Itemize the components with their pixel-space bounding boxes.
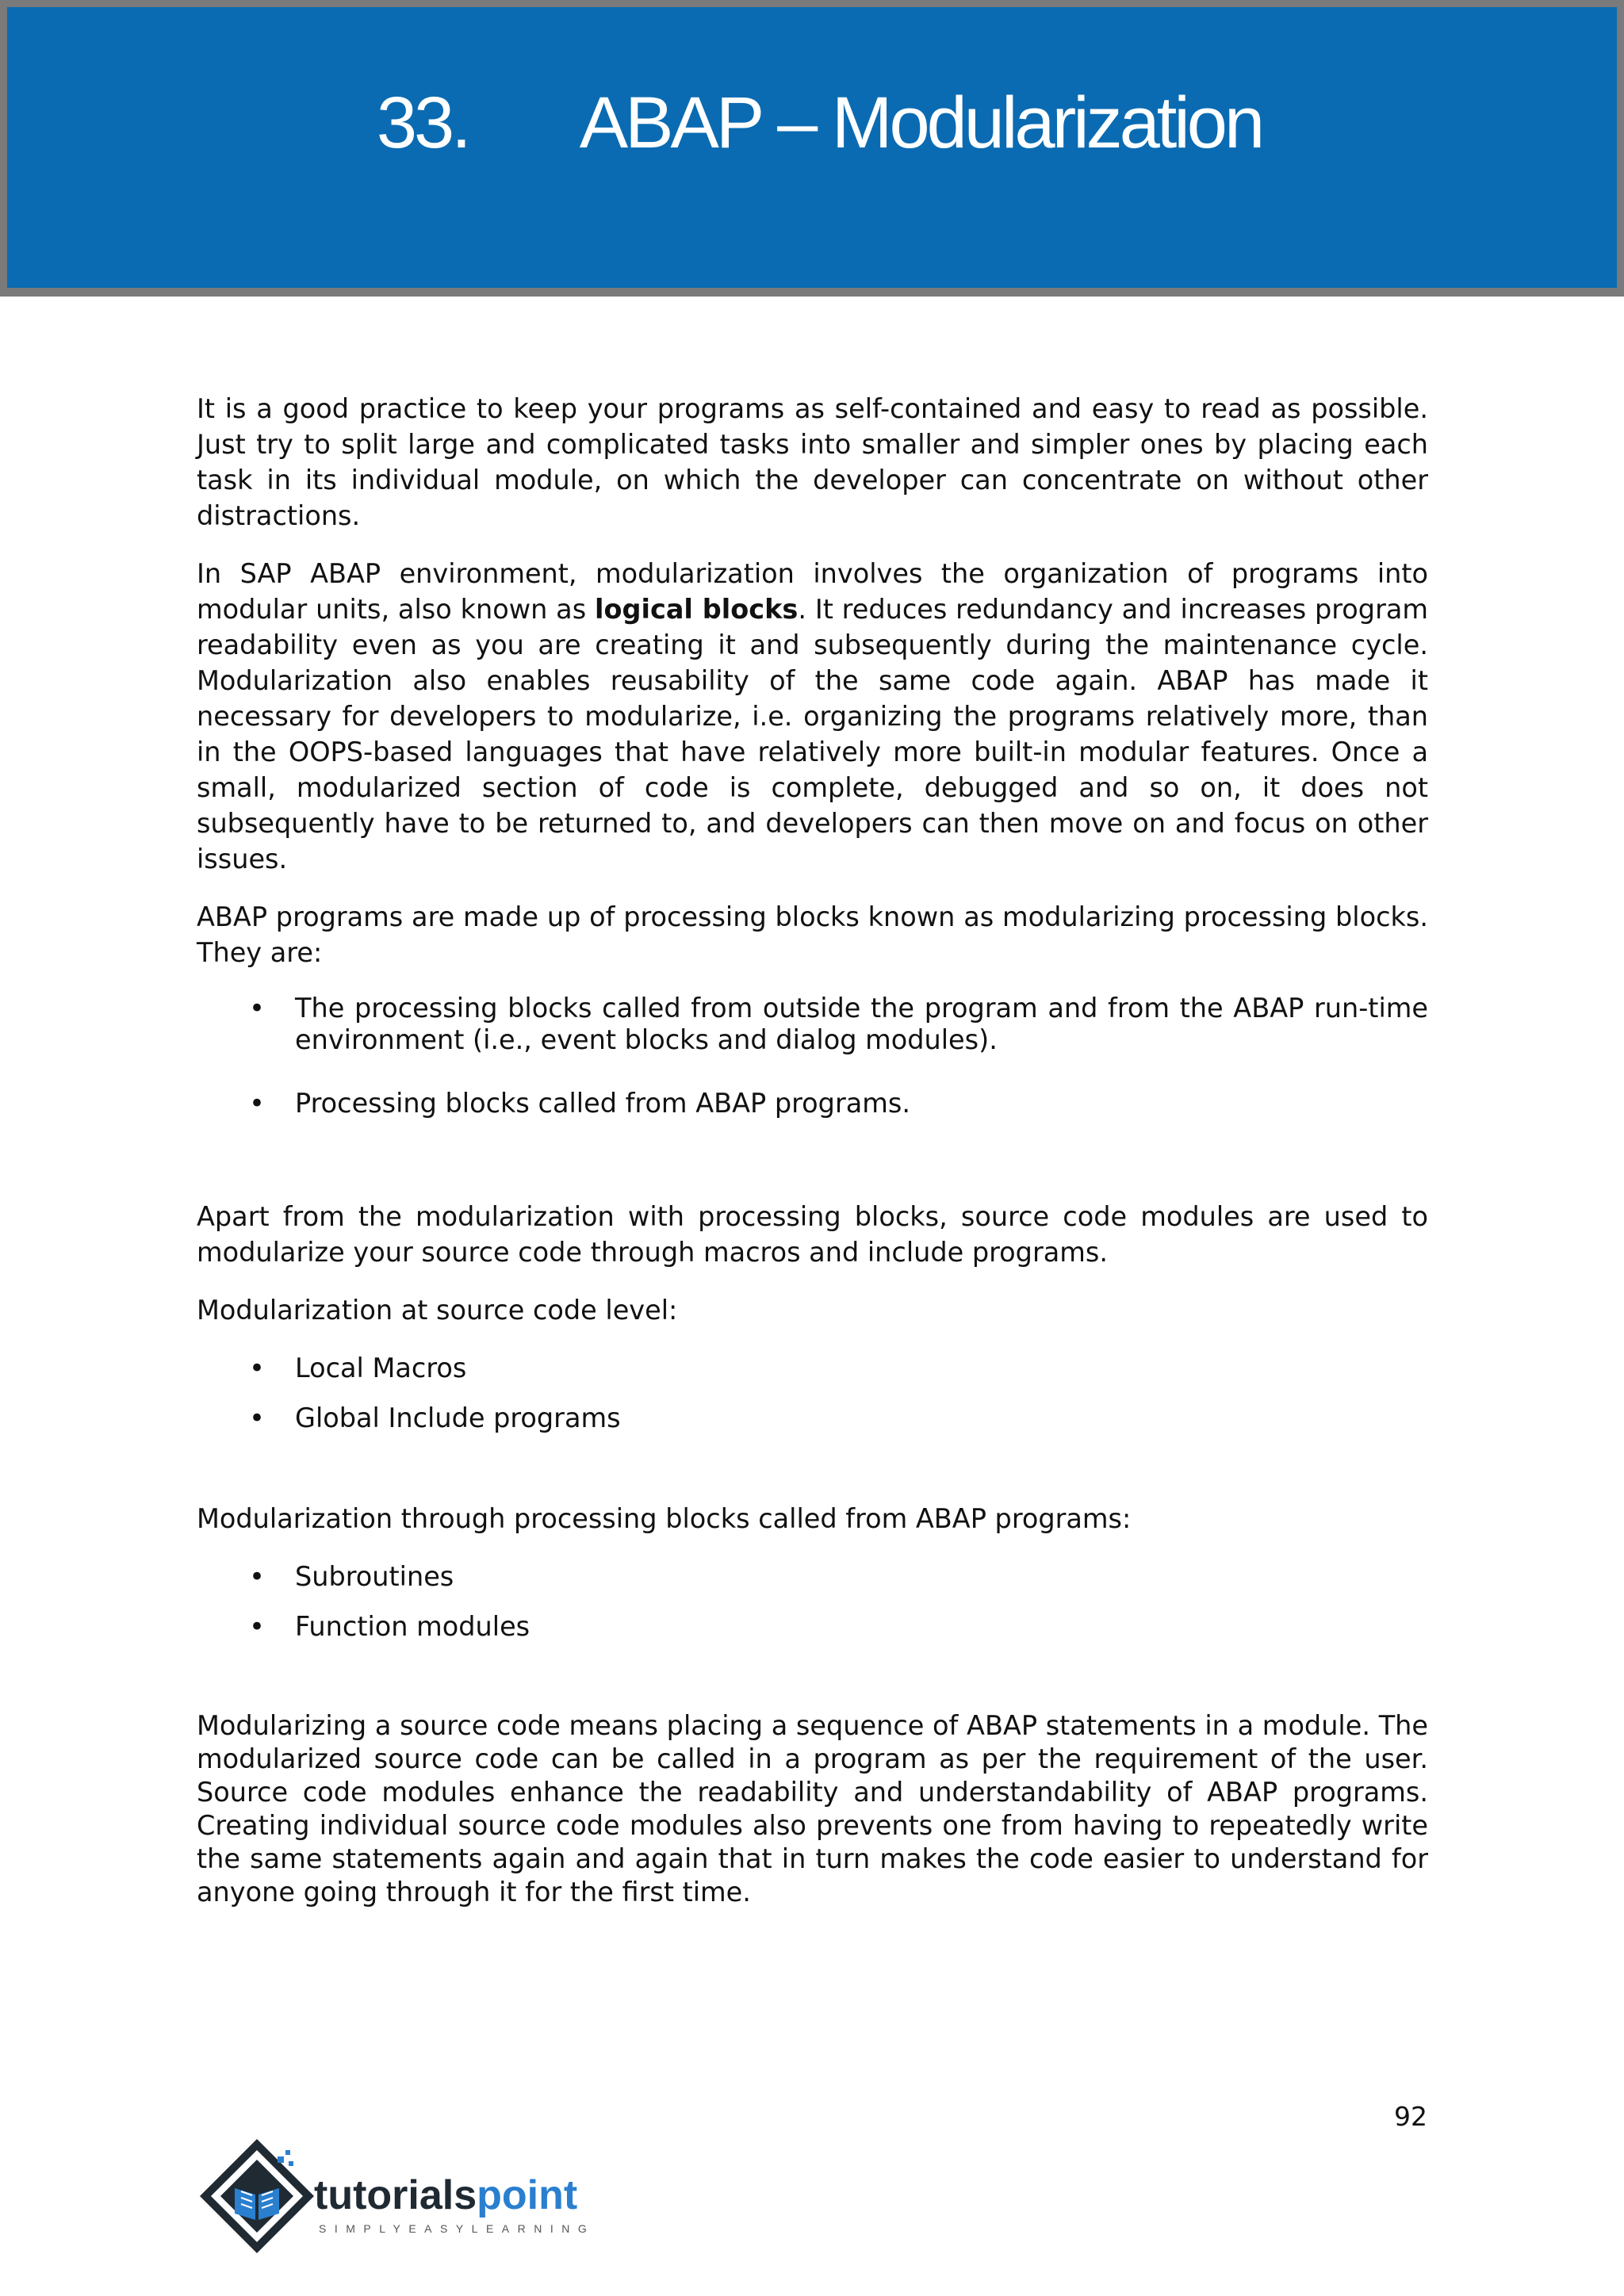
chapter-title (7, 82, 1624, 163)
processing-blocks-list (197, 993, 1428, 1119)
logo-emblem-icon (200, 2139, 314, 2253)
source-code-level-list (197, 1350, 1428, 1436)
chapter-title-text: ABAP – Modularization (579, 82, 1262, 163)
list-item: • The processing blocks called from outside the program and from the ABAP run-time environment (i.e., event blocks and dialog modules). (249, 993, 1428, 1055)
page-number: 92 (1394, 2101, 1427, 2132)
list-item: • Processing blocks called from ABAP programs. (249, 1088, 910, 1119)
logical-blocks-term: logical blocks (595, 594, 799, 625)
page-content (197, 391, 1428, 1931)
source-code-modules-paragraph: Apart from the modularization with processing blocks, source code modules are used to modularize your source code through macros and include programs. (197, 1201, 1428, 1268)
logical-blocks-paragraph: In SAP ABAP environment, modularization involves the organization of programs into modular units, also known as logical blocks. It reduces redundancy and increases program readability even as you are creating it and subsequently during the maintenance cycle. Modularization also enables reusability of the same code again. ABAP has made it necessary for developers to modularize, i.e. organizing the programs relatively more, than in the OOPS-based languages that have relatively more built-in modular features. Once a small, modularized section of code is complete, debugged and so on, it does not subsequently have to be returned to, and developers can then move on and focus on other issues. (197, 558, 1429, 874)
list-item: • Local Macros (249, 1353, 467, 1383)
source-code-level-heading: Modularization at source code level: (197, 1295, 678, 1326)
logo-wordmark: tutorialspoint (314, 2172, 578, 2218)
list-item: • Global Include programs (249, 1402, 621, 1433)
processing-blocks-paragraph: ABAP programs are made up of processing blocks known as modularizing processing blocks. They are: (197, 901, 1428, 968)
list-item: • Subroutines (249, 1561, 454, 1592)
list-item: • Function modules (249, 1611, 530, 1642)
logo-tagline: SIMPLYEASYLEARNING (319, 2222, 596, 2235)
processing-blocks-called-list (197, 1559, 1428, 1644)
modularizing-source-code-paragraph: Modularizing a source code means placing a sequence of ABAP statements in a module. The modularized source code can be called in a program as per the requirement of the user. Source code modules enhance the readability and understandability of ABAP programs. Creating individual source code modules also prevents one from having to repeatedly write the same statements again and again that in turn makes the code easier to understand for anyone going through it for the first time. (197, 1710, 1428, 1908)
chapter-header-banner (0, 0, 1624, 297)
chapter-number: 33. (376, 82, 469, 163)
tutorialspoint-logo (195, 2133, 639, 2260)
processing-blocks-heading: Modularization through processing blocks called from ABAP programs: (197, 1503, 1132, 1534)
intro-paragraph: It is a good practice to keep your programs as self-contained and easy to read as possible. Just try to split large and complicated tasks into smaller and simpler ones by placing each task in its individual module, on which the developer can concentrate on without other distractions. (197, 393, 1428, 531)
